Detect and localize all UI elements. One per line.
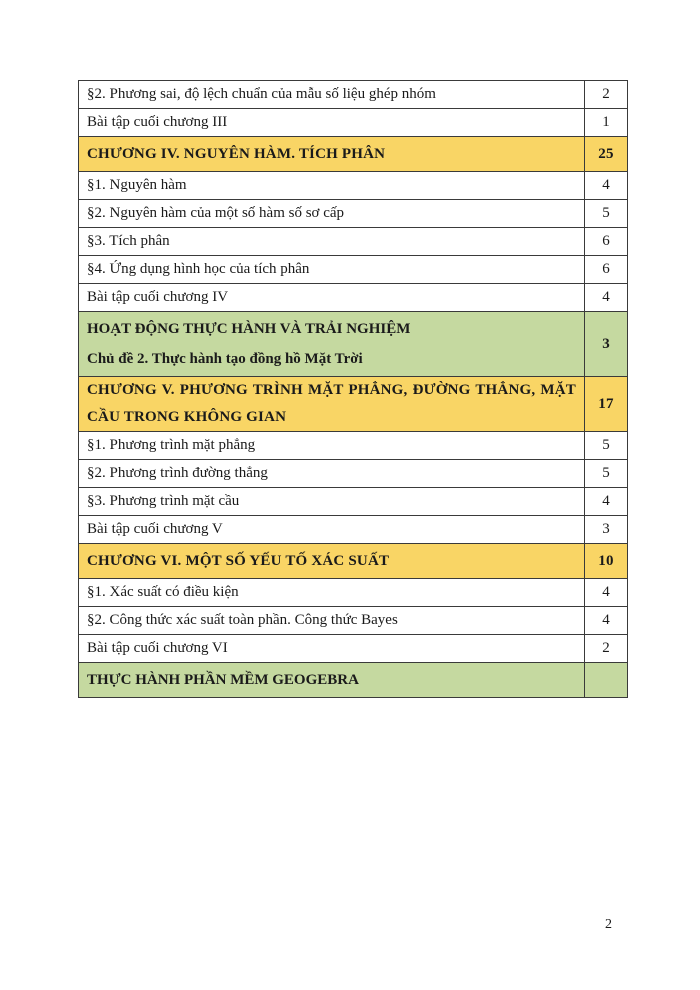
period-count: 5 (585, 200, 628, 228)
lesson-title: §4. Ứng dụng hình học của tích phân (79, 256, 585, 284)
period-count: 4 (585, 172, 628, 200)
chapter-title: CHƯƠNG V. PHƯƠNG TRÌNH MẶT PHẲNG, ĐƯỜNG THẲNG, MẶT CẦU TRONG KHÔNG GIAN (79, 377, 585, 432)
lesson-title: §3. Phương trình mặt cầu (79, 488, 585, 516)
chapter-row (79, 544, 628, 579)
geogebra-period-count (585, 663, 628, 698)
chapter-row (79, 137, 628, 172)
chapter-period-count: 17 (585, 377, 628, 432)
period-count: 4 (585, 607, 628, 635)
activity-cell (79, 312, 585, 377)
activity-subtitle: Chủ đề 2. Thực hành tạo đồng hồ Mặt Trời (87, 351, 363, 367)
table-row (79, 579, 628, 607)
table-row (79, 256, 628, 284)
period-count: 4 (585, 579, 628, 607)
table-row (79, 432, 628, 460)
chapter-title: CHƯƠNG VI. MỘT SỐ YẾU TỐ XÁC SUẤT (79, 544, 585, 579)
table-row (79, 81, 628, 109)
period-count: 5 (585, 432, 628, 460)
lesson-title: §2. Nguyên hàm của một số hàm số sơ cấp (79, 200, 585, 228)
lesson-title: §2. Phương sai, độ lệch chuẩn của mẫu số liệu ghép nhóm (79, 81, 585, 109)
lesson-title: §2. Phương trình đường thẳng (79, 460, 585, 488)
chapter-row (79, 377, 628, 432)
chapter-title: CHƯƠNG IV. NGUYÊN HÀM. TÍCH PHÂN (79, 137, 585, 172)
period-count: 2 (585, 635, 628, 663)
table-row (79, 172, 628, 200)
table-row (79, 516, 628, 544)
chapter-period-count: 25 (585, 137, 628, 172)
lesson-title: Bài tập cuối chương III (79, 109, 585, 137)
period-count: 5 (585, 460, 628, 488)
lesson-title: Bài tập cuối chương V (79, 516, 585, 544)
table-row (79, 228, 628, 256)
geogebra-title: THỰC HÀNH PHẦN MỀM GEOGEBRA (79, 663, 585, 698)
chapter-period-count: 10 (585, 544, 628, 579)
period-count: 4 (585, 284, 628, 312)
period-count: 1 (585, 109, 628, 137)
table-row (79, 607, 628, 635)
period-count: 4 (585, 488, 628, 516)
table-row (79, 635, 628, 663)
table-row (79, 488, 628, 516)
period-count: 6 (585, 228, 628, 256)
lesson-title: Bài tập cuối chương IV (79, 284, 585, 312)
activity-period-count: 3 (585, 312, 628, 377)
table-row (79, 109, 628, 137)
table-row (79, 200, 628, 228)
lesson-title: §3. Tích phân (79, 228, 585, 256)
page-number: 2 (605, 917, 612, 932)
lesson-title: §1. Phương trình mặt phẳng (79, 432, 585, 460)
table-row (79, 284, 628, 312)
lesson-title: Bài tập cuối chương VI (79, 635, 585, 663)
geogebra-row (79, 663, 628, 698)
table-row (79, 460, 628, 488)
period-count: 2 (585, 81, 628, 109)
period-count: 6 (585, 256, 628, 284)
lesson-title: §2. Công thức xác suất toàn phần. Công thức Bayes (79, 607, 585, 635)
activity-row (79, 312, 628, 377)
lesson-title: §1. Xác suất có điều kiện (79, 579, 585, 607)
activity-title: HOẠT ĐỘNG THỰC HÀNH VÀ TRẢI NGHIỆM (87, 321, 411, 337)
lesson-title: §1. Nguyên hàm (79, 172, 585, 200)
curriculum-table (78, 80, 628, 698)
period-count: 3 (585, 516, 628, 544)
